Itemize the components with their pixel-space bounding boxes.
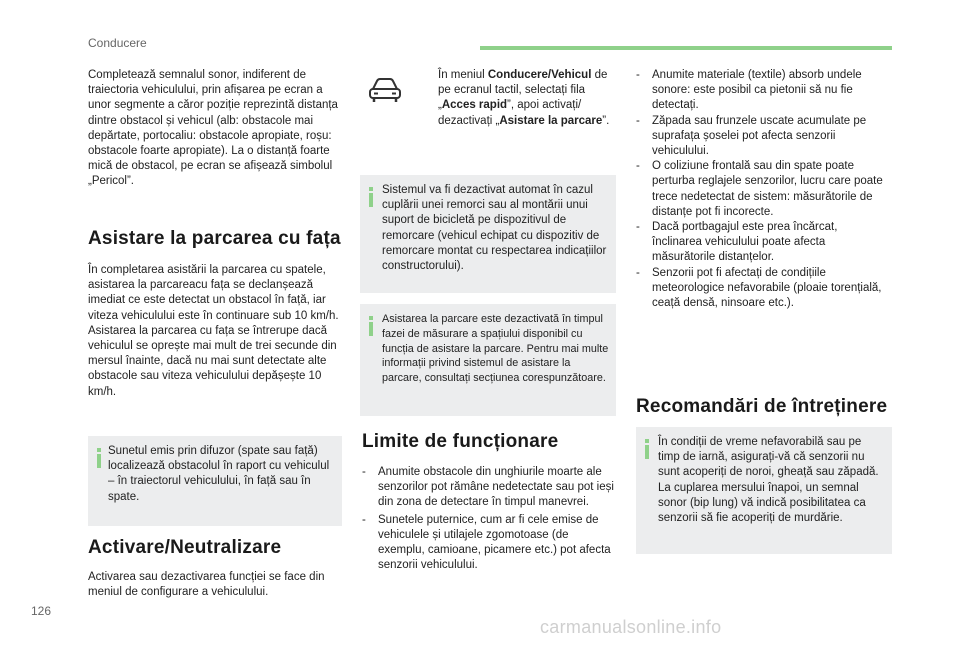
front-parking-text: În completarea asistării la parcarea cu spatele, asistarea la parcareacu fața se declanșează imediat ce este detectat un obstacol în față, iar viteza vehiculului este în continuare sub 10 km/h. Asistarea la parcarea cu fața se întrerupe dacă vehiculul se oprește mai mult de trei secunde din mersul înainte, dacă nu mai sunt detectate alte obstacole sau viteza vehiculului depășește 10 km/h. (88, 264, 339, 398)
car-icon (366, 75, 404, 105)
trailer-note-text: Sistemul va fi dezactivat automat în cazul cuplării unei remorci sau al montării unui suport de bicicletă pe dispozitivul de remorcare (vehicul echipat cu dispozitiv de remorcare montat cu respectarea indicațiilor constructorului). (382, 184, 607, 273)
activation-text: Activarea sau dezactivarea funcției se face din meniul de configurare a vehiculului. (88, 571, 325, 599)
section-label: Conducere (88, 36, 147, 50)
list-item: - Sunetele puternice, cum ar fi cele emise de vehiculele și utilajele zgomotoase (de exemplu, camioane, picamere etc.) pot afecta senzorii vehiculului. (362, 513, 618, 574)
list-item: - Zăpada sau frunzele uscate acumulate pe suprafața șoselei pot afecta senzorii vehiculului. (636, 114, 884, 160)
limits-heading: Limite de funcționare (362, 431, 559, 452)
measurement-note-text: Asistarea la parcare este dezactivată în timpul fazei de măsurare a spațiului disponibil cu funcția de asistare la parcare. Pentru mai multe informații privind sistemul de asistare la parcare, consultați secțiunea corespunzătoare. (382, 313, 609, 385)
watermark: carmanualsonline.info (540, 617, 722, 637)
limits-list-part1 (362, 465, 618, 573)
info-icon (644, 439, 651, 459)
maintenance-heading: Recomandări de întreținere (636, 396, 888, 417)
speaker-note-text: Sunetul emis prin difuzor (spate sau față) localizează obstacolul în raport cu vehiculul – în traiectorul vehiculului, în față sau în spate. (108, 445, 330, 503)
info-icon (96, 448, 103, 468)
section-accent-bar (480, 46, 892, 50)
front-parking-heading: Asistare la parcarea cu fața (88, 228, 341, 249)
intro-paragraph: Completează semnalul sonor, indiferent de traiectoria vehiculului, prin afișarea pe ecran a unor segmente a căror poziție reprezintă distanța dintre obstacol și vehicul (alb: obstacole mai depărtate, portocaliu: obstacole apropiate, roșu: obstacole foarte apropiate). La o distanță foarte mică de obstacol, pe ecran se afișează simbolul „Pericol”. (88, 69, 338, 188)
info-icon (368, 316, 375, 336)
menu-path: Conducere/Vehicul (487, 69, 592, 81)
activation-heading: Activare/Neutralizare (88, 537, 282, 558)
list-item: - Anumite materiale (textile) absorb undele sonore: este posibil ca pietonii să nu fie detectați. (636, 68, 884, 114)
maintenance-note-box (636, 427, 892, 554)
list-item: - O coliziune frontală sau din spate poate perturba reglajele senzorilor, lucru care poate trece nedetectat de sistem: măsurătorile de distanțe pot fi incorecte. (636, 159, 884, 220)
speaker-note-box (88, 436, 342, 526)
limits-list-part2 (636, 68, 884, 311)
list-item: - Anumite obstacole din unghiurile moarte ale senzorilor pot rămâne nedetectate sau pot ieși din zona de detectare în timpul manevrei. (362, 465, 618, 511)
page-number: 126 (31, 604, 52, 618)
list-item: - Dacă portbagajul este prea încărcat, înclinarea vehiculului poate afecta măsurătorile distanțelor. (636, 220, 884, 266)
function-name: Asistare la parcare (499, 114, 603, 127)
maintenance-note-text: În condiții de vreme nefavorabilă sau pe timp de iarnă, asigurați-vă că senzorii nu sunt acoperiți de noroi, gheață sau zăpadă. La cuplarea mersului înapoi, un semnal sonor (bip lung) vă indică posibilitatea ca senzorii să fie acoperiți de murdărie. (658, 436, 879, 525)
menu-instruction: În meniul Conducere/Vehicul de pe ecranul tactil, selectați fila „Acces rapid”, apoi activați/ dezactivați „Asistare la parcare”. (438, 69, 610, 127)
trailer-note-box (360, 175, 616, 293)
tab-name: Acces rapid (441, 99, 508, 112)
info-icon (368, 187, 375, 207)
measurement-note-box (360, 304, 616, 416)
list-item: - Senzorii pot fi afectați de condițiile meteorologice nefavorabile (ploaie torențială, ceață densă, ninsoare etc.). (636, 266, 884, 312)
